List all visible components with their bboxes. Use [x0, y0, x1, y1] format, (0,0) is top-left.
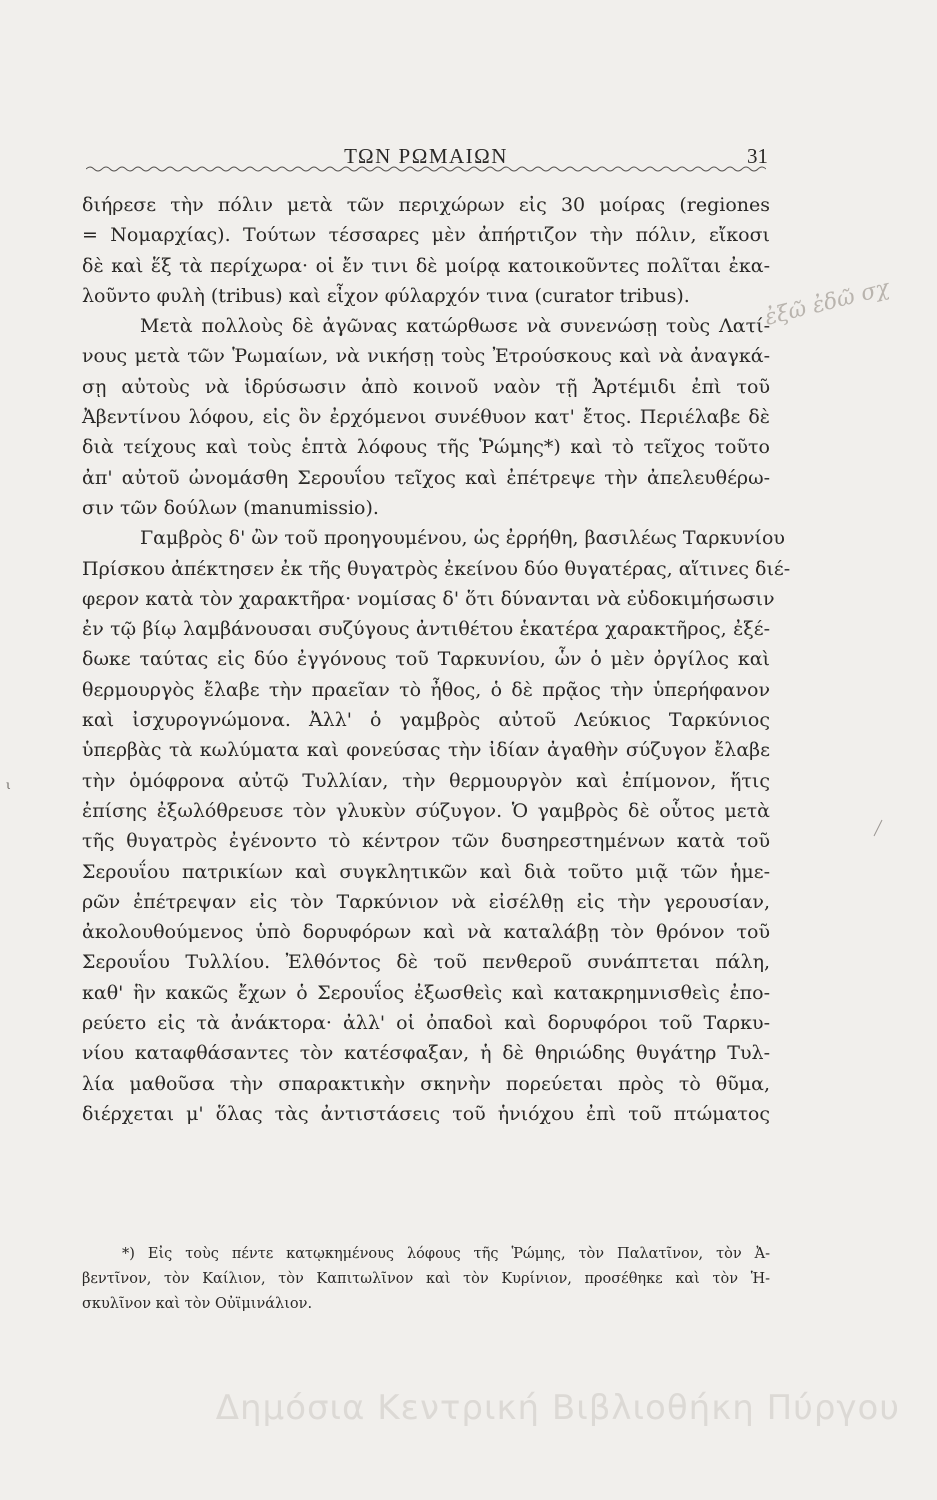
footnote-line: *) Εἰς τοὺς πέντε κατῳκημένους λόφους τῆς Ῥώμης, τὸν Παλατῖνον, τὸν Ἀ- — [122, 1246, 770, 1262]
footnote-line: βεντῖνον, τὸν Καίλιον, τὸν Καπιτωλῖνον καὶ τὸν Κυρίνιον, προσέθηκε καὶ τὸν Ἡ- — [82, 1271, 770, 1287]
body-line: Πρίσκου ἀπέκτησεν ἐκ τῆς θυγατρὸς ἐκείνου δύο θυγατέρας, αἵτινες διέ- — [82, 557, 791, 580]
body-line: ἐν τῷ βίῳ λαμβάνουσαι συζύγους ἀντιθέτου ἑκατέρα χαρακτῆρος, ἐξέ- — [82, 618, 770, 641]
body-line: φερον κατὰ τὸν χαρακτῆρα· νομίσας δ' ὅτι δύνανται νὰ εὐδοκιμήσωσιν — [82, 587, 775, 610]
body-line: Σερουΐου πατρικίων καὶ συγκλητικῶν καὶ διὰ τοῦτο μιᾷ τῶν ἡμε- — [82, 860, 770, 883]
body-line: δωκε ταύτας εἰς δύο ἐγγόνους τοῦ Ταρκυνίου, ὧν ὁ μὲν ὀργίλος καὶ — [82, 648, 770, 671]
header-title: ΤΩΝ ΡΩΜΑΙΩΝ — [344, 144, 508, 168]
paragraph-start-line: Γαμβρὸς δ' ὢν τοῦ προηγουμένου, ὡς ἐρρήθη, βασιλέως Ταρκυνίου — [140, 527, 785, 550]
footnote-line: σκυλῖνον καὶ τὸν Οὐϊμινάλιον. — [82, 1296, 313, 1312]
body-line: δὲ καὶ ἕξ τὰ περίχωρα· οἱ ἔν τινι δὲ μοίρᾳ κατοικοῦντες πολῖται ἐκα- — [82, 254, 770, 277]
body-line: ἐπίσης ἐξωλόθρευσε τὸν γλυκὺν σύζυγον. Ὁ γαμβρὸς δὲ οὗτος μετὰ — [82, 799, 770, 822]
body-line: σιν τῶν δούλων (manumissio). — [82, 496, 379, 519]
body-line: Σερουΐου Τυλλίου. Ἐλθόντος δὲ τοῦ πενθεροῦ συνάπτεται πάλη, — [82, 951, 770, 974]
body-line: ὑπερβὰς τὰ κωλύματα καὶ φονεύσας τὴν ἰδίαν ἀγαθὴν σύζυγον ἔλαβε — [82, 739, 770, 762]
body-line: = Νομαρχίας). Τούτων τέσσαρες μὲν ἀπήρτιζον τὴν πόλιν, εἴκοσι — [82, 224, 770, 247]
body-line: τῆς θυγατρὸς ἐγένοντο τὸ κέντρον τῶν δυσηρεστημένων κατὰ τοῦ — [82, 830, 770, 853]
body-line: λοῦντο φυλὴ (tribus) καὶ εἶχον φύλαρχόν τινα (curator tribus). — [82, 284, 690, 307]
body-line: διέρχεται μ' ὅλας τὰς ἀντιστάσεις τοῦ ἡνιόχου ἐπὶ τοῦ πτώματος — [82, 1102, 770, 1125]
handwritten-annotation — [760, 265, 910, 345]
body-line: καὶ ἰσχυρογνώμονα. Ἀλλ' ὁ γαμβρὸς αὐτοῦ Λεύκιος Ταρκύνιος — [82, 709, 770, 732]
body-line: ἀπ' αὐτοῦ ὠνομάσθη Σερουΐου τεῖχος καὶ ἐπέτρεψε τὴν ἀπελευθέρω- — [82, 466, 770, 489]
body-line: διὰ τείχους καὶ τοὺς ἑπτὰ λόφους τῆς Ῥώμης*) καὶ τὸ τεῖχος τοῦτο — [82, 436, 770, 459]
body-line: νίου καταφθάσαντες τὸν κατέσφαξαν, ἡ δὲ θηριώδης θυγάτηρ Τυλ- — [82, 1042, 770, 1065]
margin-tick-mark: ι — [6, 778, 11, 792]
body-line: καθ' ἣν κακῶς ἔχων ὁ Σερουΐος ἐξωσθεὶς καὶ κατακρημνισθεὶς ἐπο- — [82, 981, 770, 1004]
body-line: τὴν ὁμόφρονα αὐτῷ Τυλλίαν, τὴν θερμουργὸν καὶ ἐπίμονον, ἥτις — [82, 769, 770, 792]
body-line: ἀκολουθούμενος ὑπὸ δορυφόρων καὶ νὰ καταλάβῃ τὸν θρόνον τοῦ — [82, 921, 770, 944]
body-line: διήρεσε τὴν πόλιν μετὰ τῶν περιχώρων εἰς 30 μοίρας (regiones — [82, 194, 770, 216]
footnote — [82, 1242, 770, 1317]
body-line: ρεύετο εἰς τὰ ἀνάκτορα· ἀλλ' οἱ ὀπαδοὶ καὶ δορυφόροι τοῦ Ταρκυ- — [82, 1012, 770, 1035]
body-line: λία μαθοῦσα τὴν σπαρακτικὴν σκηνὴν πορεύεται πρὸς τὸ θῦμα, — [82, 1072, 770, 1095]
wavy-rule-divider — [86, 164, 766, 174]
margin-pencil-stroke — [872, 818, 884, 838]
body-line: νους μετὰ τῶν Ῥωμαίων, νὰ νικήσῃ τοὺς Ἐτρούσκους καὶ νὰ ἀναγκά- — [82, 345, 770, 368]
body-line: σῃ αὐτοὺς νὰ ἱδρύσωσιν ἀπὸ κοινοῦ ναὸν τῇ Ἀρτέμιδι ἐπὶ τοῦ — [82, 375, 770, 398]
body-line: ρῶν ἐπέτρεψαν εἰς τὸν Ταρκύνιον νὰ εἰσέλθῃ εἰς τὴν γερουσίαν, — [82, 890, 770, 913]
library-watermark: Δημόσια Κεντρική Βιβλιοθήκη Πύργου — [215, 1388, 900, 1428]
handwritten-note-text: ἐξῶ ἐδῶ σχ — [762, 275, 892, 331]
body-text — [82, 190, 791, 1129]
page-number: 31 — [747, 144, 768, 168]
body-line: Ἀβεντίνου λόφου, εἰς ὃν ἐρχόμενοι συνέθυον κατ' ἔτος. Περιέλαβε δὲ — [82, 406, 770, 429]
body-line: θερμουργὸς ἔλαβε τὴν πραεῖαν τὸ ἦθος, ὁ δὲ πρᾷος τὴν ὑπερήφανον — [82, 678, 770, 701]
paragraph-start-line: Μετὰ πολλοὺς δὲ ἀγῶνας κατώρθωσε νὰ συνενώσῃ τοὺς Λατί- — [140, 315, 770, 338]
